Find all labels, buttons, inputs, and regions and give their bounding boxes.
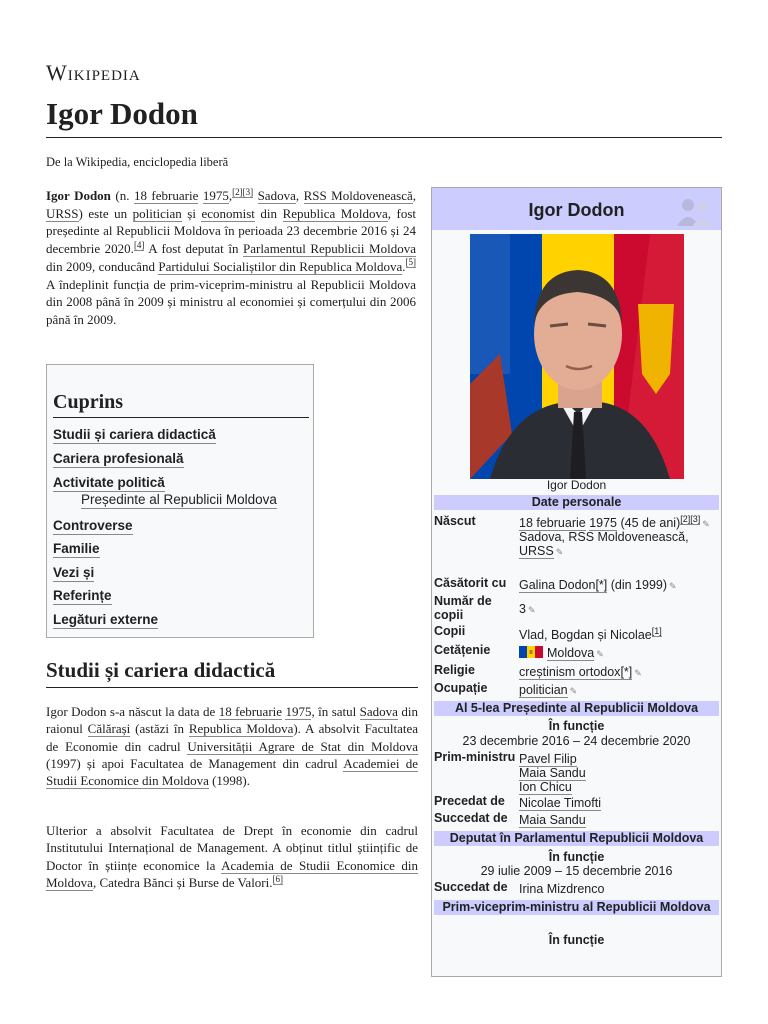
portrait-caption: Igor Dodon — [546, 478, 607, 492]
link-pm[interactable]: Pavel Filip — [519, 752, 577, 766]
link-urss[interactable]: URSS — [519, 544, 554, 558]
link-spouse[interactable]: Galina Dodon — [519, 578, 596, 592]
pencil-icon[interactable]: ✎ — [634, 668, 642, 678]
text: Ulterior a absolvit Facultatea de Drept în economie din cadrul Institutului Internațional de Management. A obținut titlul științific de Doctor în științe economice la — [46, 823, 418, 873]
office-period: 23 decembrie 2016 – 24 decembrie 2020 — [462, 734, 691, 748]
wikidata-link[interactable]: [*] — [595, 578, 608, 592]
succeeded-label: Succedat de — [434, 880, 508, 894]
preceded-value — [519, 796, 719, 810]
infobox-name: Igor Dodon — [528, 200, 625, 220]
link-rss[interactable]: RSS Moldovenească — [303, 188, 413, 203]
link-economist[interactable]: economist — [201, 205, 255, 221]
toc-title: Cuprins — [53, 391, 124, 413]
toc-item-cariera[interactable]: Cariera profesională — [53, 451, 184, 466]
section-paragraph-2 — [46, 822, 418, 891]
link-academy[interactable]: Academiei de Studii Economice din Moldova — [46, 755, 418, 789]
link-urss[interactable]: URSS — [46, 205, 79, 221]
office-vicepm-header[interactable]: Prim-viceprim-ministru al Republicii Moldova — [434, 900, 719, 915]
infobox — [431, 187, 722, 977]
text: ). A absolvit Facultatea de Economie din cadrul — [46, 721, 418, 754]
link-district[interactable]: Călărași — [87, 721, 131, 737]
link-country[interactable]: Republica Moldova — [188, 721, 294, 737]
link-parliament[interactable]: Parlamentul Republicii Moldova — [242, 241, 416, 257]
toc-item-controverse[interactable]: Controverse — [53, 518, 133, 533]
text: ) este un — [78, 205, 133, 221]
page-title: Igor Dodon — [46, 96, 198, 131]
toc-item-presedinte[interactable]: Președinte al Republicii Moldova — [81, 492, 277, 507]
people-icon — [675, 194, 715, 228]
wikipedia-logo[interactable]: Wikipedia — [46, 60, 141, 85]
pencil-icon[interactable]: ✎ — [555, 547, 564, 557]
ref-link[interactable]: [2] — [680, 513, 691, 524]
text: (astăzi în — [130, 721, 189, 737]
link-birth-date[interactable]: 18 februarie — [133, 188, 199, 203]
office-deputy-header[interactable]: Deputat în Parlamentul Republicii Moldova — [434, 831, 719, 846]
toc-item-legaturi[interactable]: Legături externe — [53, 612, 159, 627]
children-label: Copii — [434, 624, 466, 638]
occupation-value — [519, 683, 719, 697]
link-predecessor[interactable]: Nicolae Timofti — [519, 796, 601, 810]
link-birth-date[interactable]: 18 februarie — [519, 516, 586, 530]
link-sadova[interactable]: Sadova — [257, 188, 296, 203]
text: și — [181, 205, 202, 221]
link-year[interactable]: 1975 — [285, 704, 312, 719]
text: 3 — [519, 602, 526, 616]
occupation-label: Ocupație — [434, 681, 488, 695]
ref-link[interactable]: [1] — [651, 625, 662, 636]
text — [253, 188, 257, 203]
section-heading: Studii și cariera didactică — [46, 658, 276, 682]
text: . — [402, 258, 406, 274]
spouse-label: Căsătorit cu — [434, 576, 507, 590]
succeeded-value — [519, 813, 719, 827]
link-successor[interactable]: Maia Sandu — [519, 813, 586, 827]
text: A fost deputat în — [144, 241, 243, 257]
ref-link[interactable]: [5] — [405, 257, 417, 268]
office-period: 29 iulie 2009 – 15 decembrie 2016 — [480, 864, 673, 878]
text: din — [254, 205, 283, 221]
preceded-label: Precedat de — [434, 794, 505, 808]
link-republica-moldova[interactable]: Republica Moldova — [282, 205, 388, 221]
text: Vlad, Bogdan și Nicolae — [519, 628, 652, 642]
pencil-icon[interactable]: ✎ — [527, 605, 536, 615]
link-village[interactable]: Sadova — [359, 704, 398, 719]
office-status: În funcție — [548, 850, 605, 864]
toc-divider — [53, 417, 309, 418]
text: A îndeplinit funcția de prim-viceprim-ministru al Republicii Moldova din 2008 până în 2009 și ministru al economiei și comerțului din 2006 până în 2009. — [46, 276, 416, 327]
pencil-icon[interactable]: ✎ — [569, 686, 578, 696]
text: din raionul — [46, 704, 418, 737]
title-divider — [46, 137, 722, 138]
ref-link[interactable]: [4] — [133, 239, 145, 250]
ref-link[interactable]: [3] — [242, 186, 254, 197]
ref-link[interactable]: [2] — [232, 186, 243, 197]
born-value — [519, 513, 719, 558]
pm-values — [519, 752, 719, 794]
ref-link[interactable]: [6] — [272, 873, 284, 884]
text: , Catedra Bănci și Burse de Valori. — [92, 874, 273, 890]
toc-item-vezi[interactable]: Vezi și — [53, 565, 95, 580]
section-divider — [46, 687, 418, 688]
text: (1998). — [208, 773, 251, 789]
tagline: De la Wikipedia, enciclopedia liberă — [46, 155, 229, 169]
religion-value — [519, 665, 719, 679]
subject-name: Igor Dodon — [46, 188, 111, 203]
link-university[interactable]: Universității Agrare de Stat din Moldova — [187, 738, 419, 754]
spouse-since: (din 1999) — [607, 578, 668, 592]
link-birth-year[interactable]: 1975 — [202, 188, 229, 203]
children-count-label: Număr de copii — [434, 594, 492, 622]
link-moldova[interactable]: Moldova — [547, 646, 595, 660]
toc-item-referinte[interactable]: Referințe — [53, 588, 112, 603]
text: din 2009, conducând — [46, 258, 159, 274]
link-party[interactable]: Partidului Socialiștilor din Republica Moldova — [158, 258, 403, 274]
link-birth-year[interactable]: 1975 — [589, 516, 618, 530]
lede-paragraph: Igor Dodon (n. 18 februarie 1975,[2][3] Sadova, RSS Moldovenească, URSS) este un politician și economist din Republica Moldova, fost președinte al Republicii Moldova în perioada 23 decembrie 2016 și 24 decembrie 2020.[4] A fost deputat în Parlamentul Republicii Moldova din 2009, conducând Partidului Socialiștilor din Republica Moldova.[5] A îndeplinit funcția de prim-viceprim-ministru al Republicii Moldova din 2008 până în 2009 și ministru al economiei și comerțului din 2006 până în 2009. — [46, 186, 417, 327]
link-pm[interactable]: Maia Sandu — [519, 766, 586, 780]
ref-link[interactable]: [3] — [690, 513, 701, 524]
text: , — [412, 188, 417, 203]
succeeded-label: Succedat de — [434, 811, 508, 825]
birth-place: Sadova, RSS Moldovenească, — [519, 530, 689, 544]
age: (45 de ani) — [617, 516, 681, 530]
pencil-icon[interactable]: ✎ — [669, 581, 677, 591]
personal-data-header: Date personale — [434, 495, 719, 510]
children-count-value — [519, 602, 719, 616]
text: (1997) și apoi Facultatea de Management din cadrul — [46, 755, 344, 771]
section-paragraph-1 — [46, 703, 418, 789]
portrait-image[interactable] — [470, 234, 684, 479]
table-of-contents — [46, 364, 314, 638]
toc-item-activitate[interactable]: Activitate politică — [53, 475, 165, 490]
office-status: În funcție — [548, 719, 605, 733]
pencil-icon[interactable]: ✎ — [596, 649, 604, 659]
link-pm[interactable]: Ion Chicu — [519, 780, 572, 794]
link-academy[interactable]: Academia de Studii Economice din Moldova — [46, 857, 418, 890]
born-label: Născut — [434, 514, 476, 528]
pencil-icon[interactable]: ✎ — [702, 519, 710, 529]
link-politician[interactable]: politician — [519, 683, 568, 697]
pm-label: Prim-ministru — [434, 750, 516, 764]
citizenship-label: Cetățenie — [434, 643, 491, 657]
office-status: În funcție — [548, 933, 605, 947]
link-politician[interactable]: politician — [132, 205, 182, 221]
wikidata-link[interactable]: [*] — [620, 665, 633, 679]
text: , fost președinte al Republicii Moldova în perioada 23 decembrie 2016 și 24 decembrie 2020. — [46, 205, 417, 257]
link-date[interactable]: 18 februarie — [218, 704, 283, 719]
toc-item-familie[interactable]: Familie — [53, 541, 100, 556]
succeeded-value: Irina Mizdrenco — [519, 882, 605, 896]
children-value — [519, 625, 719, 642]
moldova-flag-icon — [519, 646, 543, 658]
link-religion[interactable]: creștinism ortodox — [519, 665, 621, 679]
office-president-header[interactable]: Al 5-lea Președinte al Republicii Moldova — [434, 701, 719, 716]
text: , — [295, 188, 304, 203]
toc-item-studii[interactable]: Studii și cariera didactică — [53, 427, 216, 442]
spouse-value — [519, 578, 719, 592]
religion-label: Religie — [434, 663, 475, 677]
citizenship-value — [519, 646, 719, 660]
text: (n. — [110, 188, 134, 203]
infobox-header — [432, 188, 721, 230]
text: , în satul — [311, 704, 360, 719]
text: Igor Dodon s-a născut la data de — [46, 704, 219, 719]
